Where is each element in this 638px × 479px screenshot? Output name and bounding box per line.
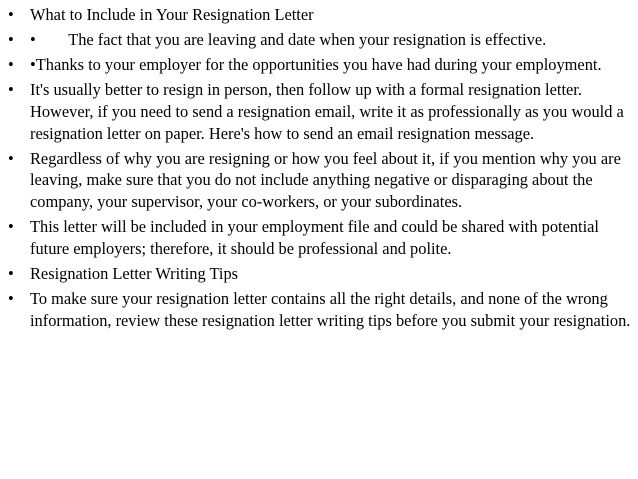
list-item-text: What to Include in Your Resignation Letter xyxy=(30,5,314,24)
list-item xyxy=(8,216,632,260)
bullet-icon: • xyxy=(8,79,14,99)
list-item xyxy=(8,288,632,332)
list-item-text: Resignation Letter Writing Tips xyxy=(30,263,239,283)
bullet-icon: • xyxy=(8,5,14,24)
list-item-text: This letter will be included in your employment file and could be shared with potential future employers; therefore, it should be professional and polite. xyxy=(30,217,604,258)
list-item-text: •Thanks to your employer for the opportunities you have had during your employment. xyxy=(30,54,602,74)
bullet-icon: • xyxy=(8,148,14,168)
bullet-icon: • xyxy=(8,54,14,74)
bullet-icon: • xyxy=(8,217,14,237)
bullet-icon: • xyxy=(8,29,14,49)
list-item-text: To make sure your resignation letter contains all the right details, and none of the wrong information, review these resignation letter writing tips before you submit your resignation. xyxy=(30,288,631,330)
bullet-list xyxy=(8,4,632,335)
bullet-icon: • xyxy=(8,288,14,308)
bullet-icon: • xyxy=(8,263,14,283)
list-item-text: • The fact that you are leaving and date when your resignation is effective. xyxy=(30,29,547,49)
list-item xyxy=(8,4,632,26)
list-item xyxy=(8,79,632,144)
list-item xyxy=(8,29,632,51)
list-item xyxy=(8,263,632,285)
list-item-text: Regardless of why you are resigning or how you feel about it, if you mention why you are leaving, make sure that you do not include anything negative or disparaging about the company, your supervisor, your co-workers, or your subordinates. xyxy=(30,148,625,212)
list-item xyxy=(8,148,632,213)
list-item xyxy=(8,54,632,76)
list-item-text: It's usually better to resign in person, then follow up with a formal resignation letter. However, if you need to send a resignation email, write it as professionally as you would a resignation letter on paper. Here's how to send an email resignation message. xyxy=(30,79,628,143)
